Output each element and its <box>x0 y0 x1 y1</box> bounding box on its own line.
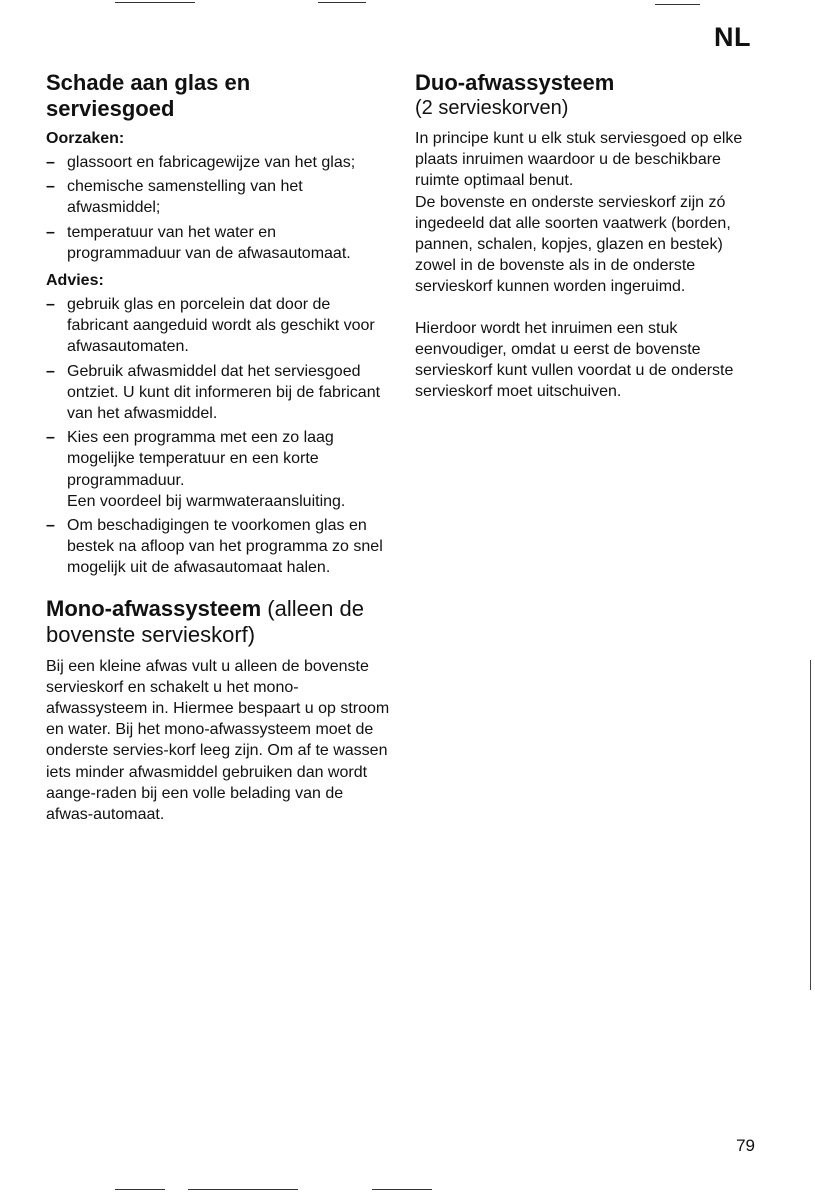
advice-text: Gebruik afwasmiddel dat het serviesgoed ontziet. U kunt dit informeren bij de fabricant van het afwasmiddel. <box>67 362 381 423</box>
advice-text: Kies een programma met een zo laag mogelijke temperatuur en een korte programmaduur. <box>67 429 334 489</box>
right-edge-line <box>810 660 811 990</box>
top-rule-right <box>655 4 700 5</box>
advice-label: Advies: <box>46 272 104 290</box>
advice-note: Een voordeel bij warmwateraansluiting. <box>67 492 346 510</box>
duo-title: Duo-afwassysteem <box>415 70 615 95</box>
cause-text: glassoort en fabricagewijze van het glas; <box>67 154 356 171</box>
cause-text: temperatuur van het water en programmaduur van de afwasautomaat. <box>67 223 351 262</box>
language-tag: NL <box>714 22 751 52</box>
bottom-rule-left <box>115 1189 165 1190</box>
top-rule-left <box>115 2 195 3</box>
dash-bullet: – <box>46 296 55 314</box>
left-column <box>46 70 391 825</box>
damage-title <box>46 70 391 122</box>
mono-title-normal: (alleen de <box>261 595 364 621</box>
mono-title-bold: Mono-afwassysteem <box>46 595 262 621</box>
advice-text: Om beschadigingen te voorkomen glas en bestek na afloop van het programma zo snel mogelijk uit de afwasautomaat halen. <box>67 517 383 577</box>
dash-bullet: – <box>46 362 55 380</box>
damage-title-line1: Schade aan glas en <box>46 70 251 95</box>
page-number: 79 <box>736 1136 755 1155</box>
cause-text: chemische samenstelling van het afwasmiddel; <box>67 178 303 217</box>
right-column <box>415 70 760 402</box>
dash-bullet: – <box>46 517 55 535</box>
list-item <box>46 515 391 579</box>
dash-bullet: – <box>46 178 55 196</box>
list-item <box>46 176 391 218</box>
list-item <box>46 152 391 173</box>
list-item <box>46 222 391 264</box>
causes-list <box>46 152 391 264</box>
advice-list <box>46 294 391 579</box>
top-rule-mid <box>318 2 366 3</box>
mono-body: Bij een kleine afwas vult u alleen de bovenste servieskorf en schakelt u het mono-afwassysteem in. Hiermee bespaart u op stroom en water. Bij het mono-afwassysteem moet de onderste servies-korf leeg zijn. Om af te wassen iets minder afwasmiddel gebruiken dan wordt aange-raden bij een volle belading van de afwas-automaat. <box>46 657 390 824</box>
damage-title-line2: serviesgoed <box>46 96 175 121</box>
dash-bullet: – <box>46 154 55 171</box>
dash-bullet: – <box>46 223 55 241</box>
duo-para-3: Hierdoor wordt het inruimen een stuk eenvoudiger, omdat u eerst de bovenste servieskorf kunt vullen voordat u de onderste servieskorf moet uitschuiven. <box>415 319 734 401</box>
causes-label: Oorzaken: <box>46 130 125 147</box>
duo-subtitle: (2 servieskorven) <box>415 97 569 119</box>
list-item <box>46 427 391 512</box>
duo-para-1: In principe kunt u elk stuk serviesgoed op elke plaats inruimen waardoor u de beschikbare ruimte optimaal benut. <box>415 130 743 190</box>
list-item <box>46 294 391 358</box>
mono-title-line2: bovenste servieskorf) <box>46 621 256 647</box>
dash-bullet: – <box>46 429 55 447</box>
advice-text: gebruik glas en porcelein dat door de fabricant aangeduid wordt als geschikt voor afwasautomaten. <box>67 296 375 356</box>
bottom-rule-right <box>372 1189 432 1190</box>
mono-title <box>46 596 391 648</box>
list-item <box>46 361 391 425</box>
bottom-rule-mid <box>188 1189 298 1190</box>
duo-para-2: De bovenste en onderste servieskorf zijn zó ingedeeld dat alle soorten vaatwerk (borden, pannen, schalen, kopjes, glazen en bestek) zowel in de bovenste als in de onderste servieskorf kunnen worden ingeruimd. <box>415 193 731 296</box>
